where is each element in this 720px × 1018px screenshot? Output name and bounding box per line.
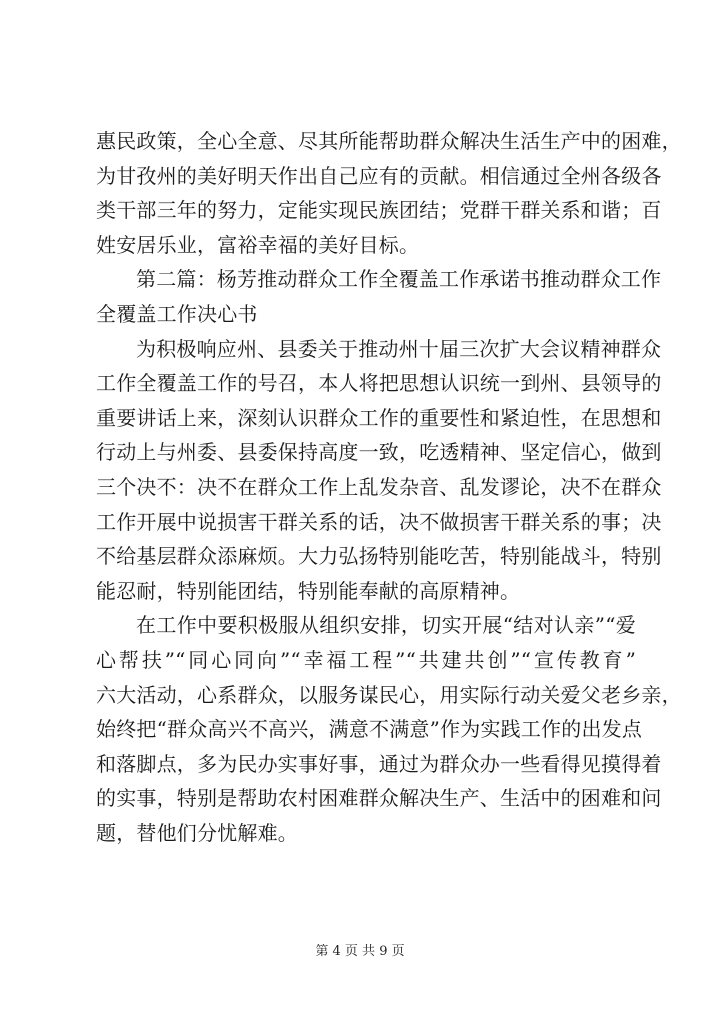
document-body <box>96 124 682 850</box>
text-line: 行动上与州委、县委保持高度一致，吃透精神、坚定信心，做到 <box>96 440 662 465</box>
text-line: 惠民政策，全心全意、尽其所能帮助群众解决生活生产中的困难， <box>96 129 682 153</box>
text-line: 为积极响应州、县委关于推动州十届三次扩大会议精神群众 <box>136 336 662 361</box>
text-line: 心帮扶”“同心同向”“幸福工程”“共建共创”“宣传教育” <box>96 647 636 672</box>
text-line: 为甘孜州的美好明天作出自己应有的贡献。相信通过全州各级各 <box>96 163 662 188</box>
text-line: 能忍耐，特别能团结，特别能奉献的高原精神。 <box>96 578 521 603</box>
paragraph-4 <box>96 608 682 850</box>
section-heading <box>96 262 662 331</box>
text-line: 工作开展中说损害干群关系的话，决不做损害干群关系的事；决 <box>96 509 662 534</box>
text-line: 的实事，特别是帮助农村困难群众解决生产、生活中的困难和问 <box>96 786 662 811</box>
text-line: 三个决不：决不在群众工作上乱发杂音、乱发谬论，决不在群众 <box>96 474 662 499</box>
text-line: 第二篇：杨芳推动群众工作全覆盖工作承诺书推动群众工作 <box>136 267 662 292</box>
page-number-footer: 第 4 页 共 9 页 <box>315 944 405 959</box>
text-line: 姓安居乐业，富裕幸福的美好目标。 <box>96 232 420 257</box>
text-line: 不给基层群众添麻烦。大力弘扬特别能吃苦，特别能战斗，特别 <box>96 544 662 569</box>
paragraph-3 <box>96 332 662 609</box>
text-line: 六大活动，心系群众，以服务谋民心，用实际行动关爱父老乡亲， <box>96 682 682 707</box>
text-line: 重要讲话上来，深刻认识群众工作的重要性和紧迫性，在思想和 <box>96 405 662 430</box>
paragraph-1 <box>96 124 682 262</box>
text-line: 全覆盖工作决心书 <box>96 301 258 326</box>
text-line: 和落脚点，多为民办实事好事，通过为群众办一些看得见摸得着 <box>96 751 662 776</box>
text-line: 类干部三年的努力，定能实现民族团结；党群干群关系和谐；百 <box>96 198 662 223</box>
text-line: 题，替他们分忧解难。 <box>96 820 298 845</box>
text-line: 在工作中要积极服从组织安排，切实开展“结对认亲”“爱 <box>136 613 636 638</box>
text-line: 始终把“群众高兴不高兴，满意不满意”作为实践工作的出发点 <box>96 717 643 742</box>
text-line: 工作全覆盖工作的号召，本人将把思想认识统一到州、县领导的 <box>96 371 662 396</box>
